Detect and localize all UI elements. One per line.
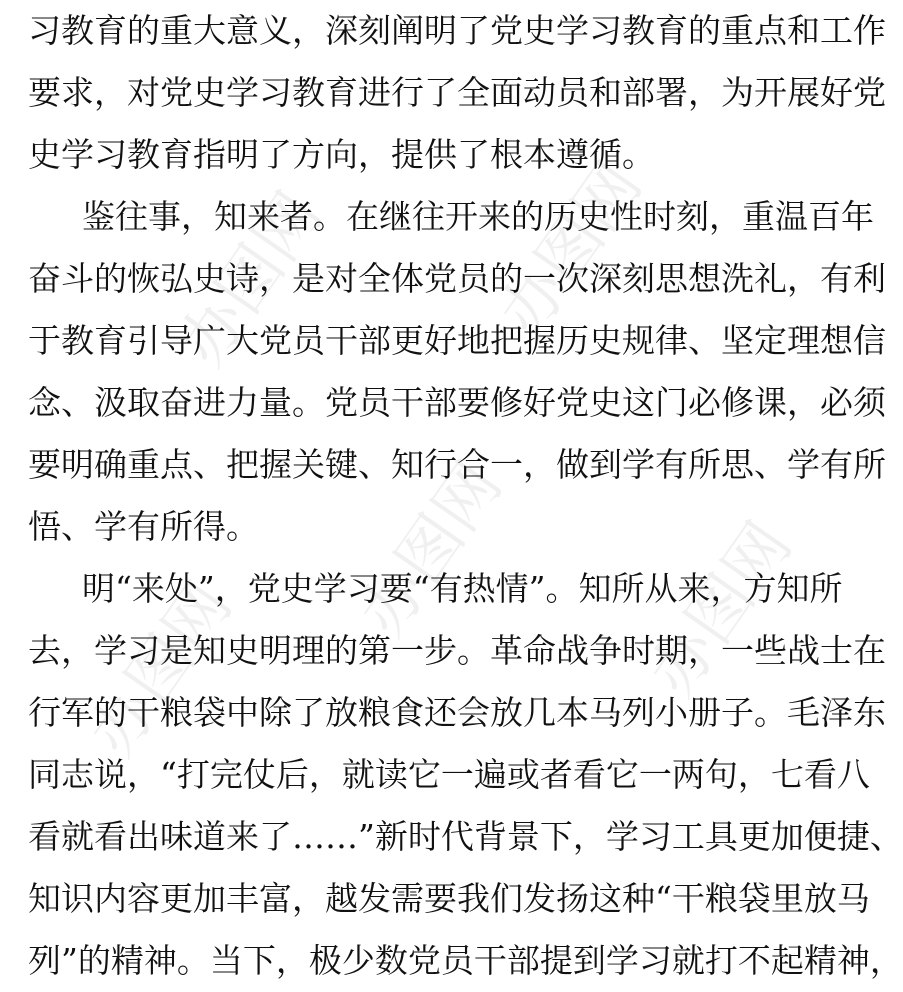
body-text	[28, 0, 903, 992]
text-line: 要求，对党史学习教育进行了全面动员和部署，为开展好党	[28, 73, 886, 112]
text-line: 行军的干粮袋中除了放粮食还会放几本马列小册子。毛泽东	[28, 693, 886, 732]
watermark: 办图网	[485, 149, 657, 350]
watermark: 办图网	[165, 179, 337, 380]
text-line: 于教育引导广大党员干部更好地把握历史规律、坚定理想信	[28, 321, 886, 360]
text-line: 奋斗的恢弘史诗，是对全体党员的一次深刻思想洗礼，有利	[28, 259, 886, 298]
watermark: 办图网	[345, 449, 517, 650]
text-line: 同志说，“打完仗后，就读它一遍或者看它一两句，七看八	[28, 755, 870, 794]
text-line: 知识内容更加丰富，越发需要我们发扬这种“干粮袋里放马	[28, 879, 870, 918]
text-line: 史学习教育指明了方向，提供了根本遵循。	[28, 135, 655, 174]
text-line: 要明确重点、把握关键、知行合一，做到学有所思、学有所	[28, 445, 886, 484]
text-line: 列”的精神。当下，极少数党员干部提到学习就打不起精神，	[28, 941, 903, 980]
watermark: 办图网	[75, 569, 247, 770]
text-line: 悟、学有所得。	[28, 507, 259, 546]
text-line: 去，学习是知史明理的第一步。革命战争时期，一些战士在	[28, 631, 886, 670]
text-line: 念、汲取奋进力量。党员干部要修好党史这门必修课，必须	[28, 383, 886, 422]
watermark: 办图网	[635, 509, 807, 710]
text-line: 看就看出味道来了……”新时代背景下，学习工具更加便捷、	[28, 817, 903, 856]
paragraph-first-line: 明“来处”，党史学习要“有热情”。知所从来，方知所	[82, 569, 843, 608]
paragraph-first-line: 鉴往事，知来者。在继往开来的历史性时刻，重温百年	[82, 197, 874, 236]
text-line: 习教育的重大意义，深刻阐明了党史学习教育的重点和工作	[28, 11, 886, 50]
